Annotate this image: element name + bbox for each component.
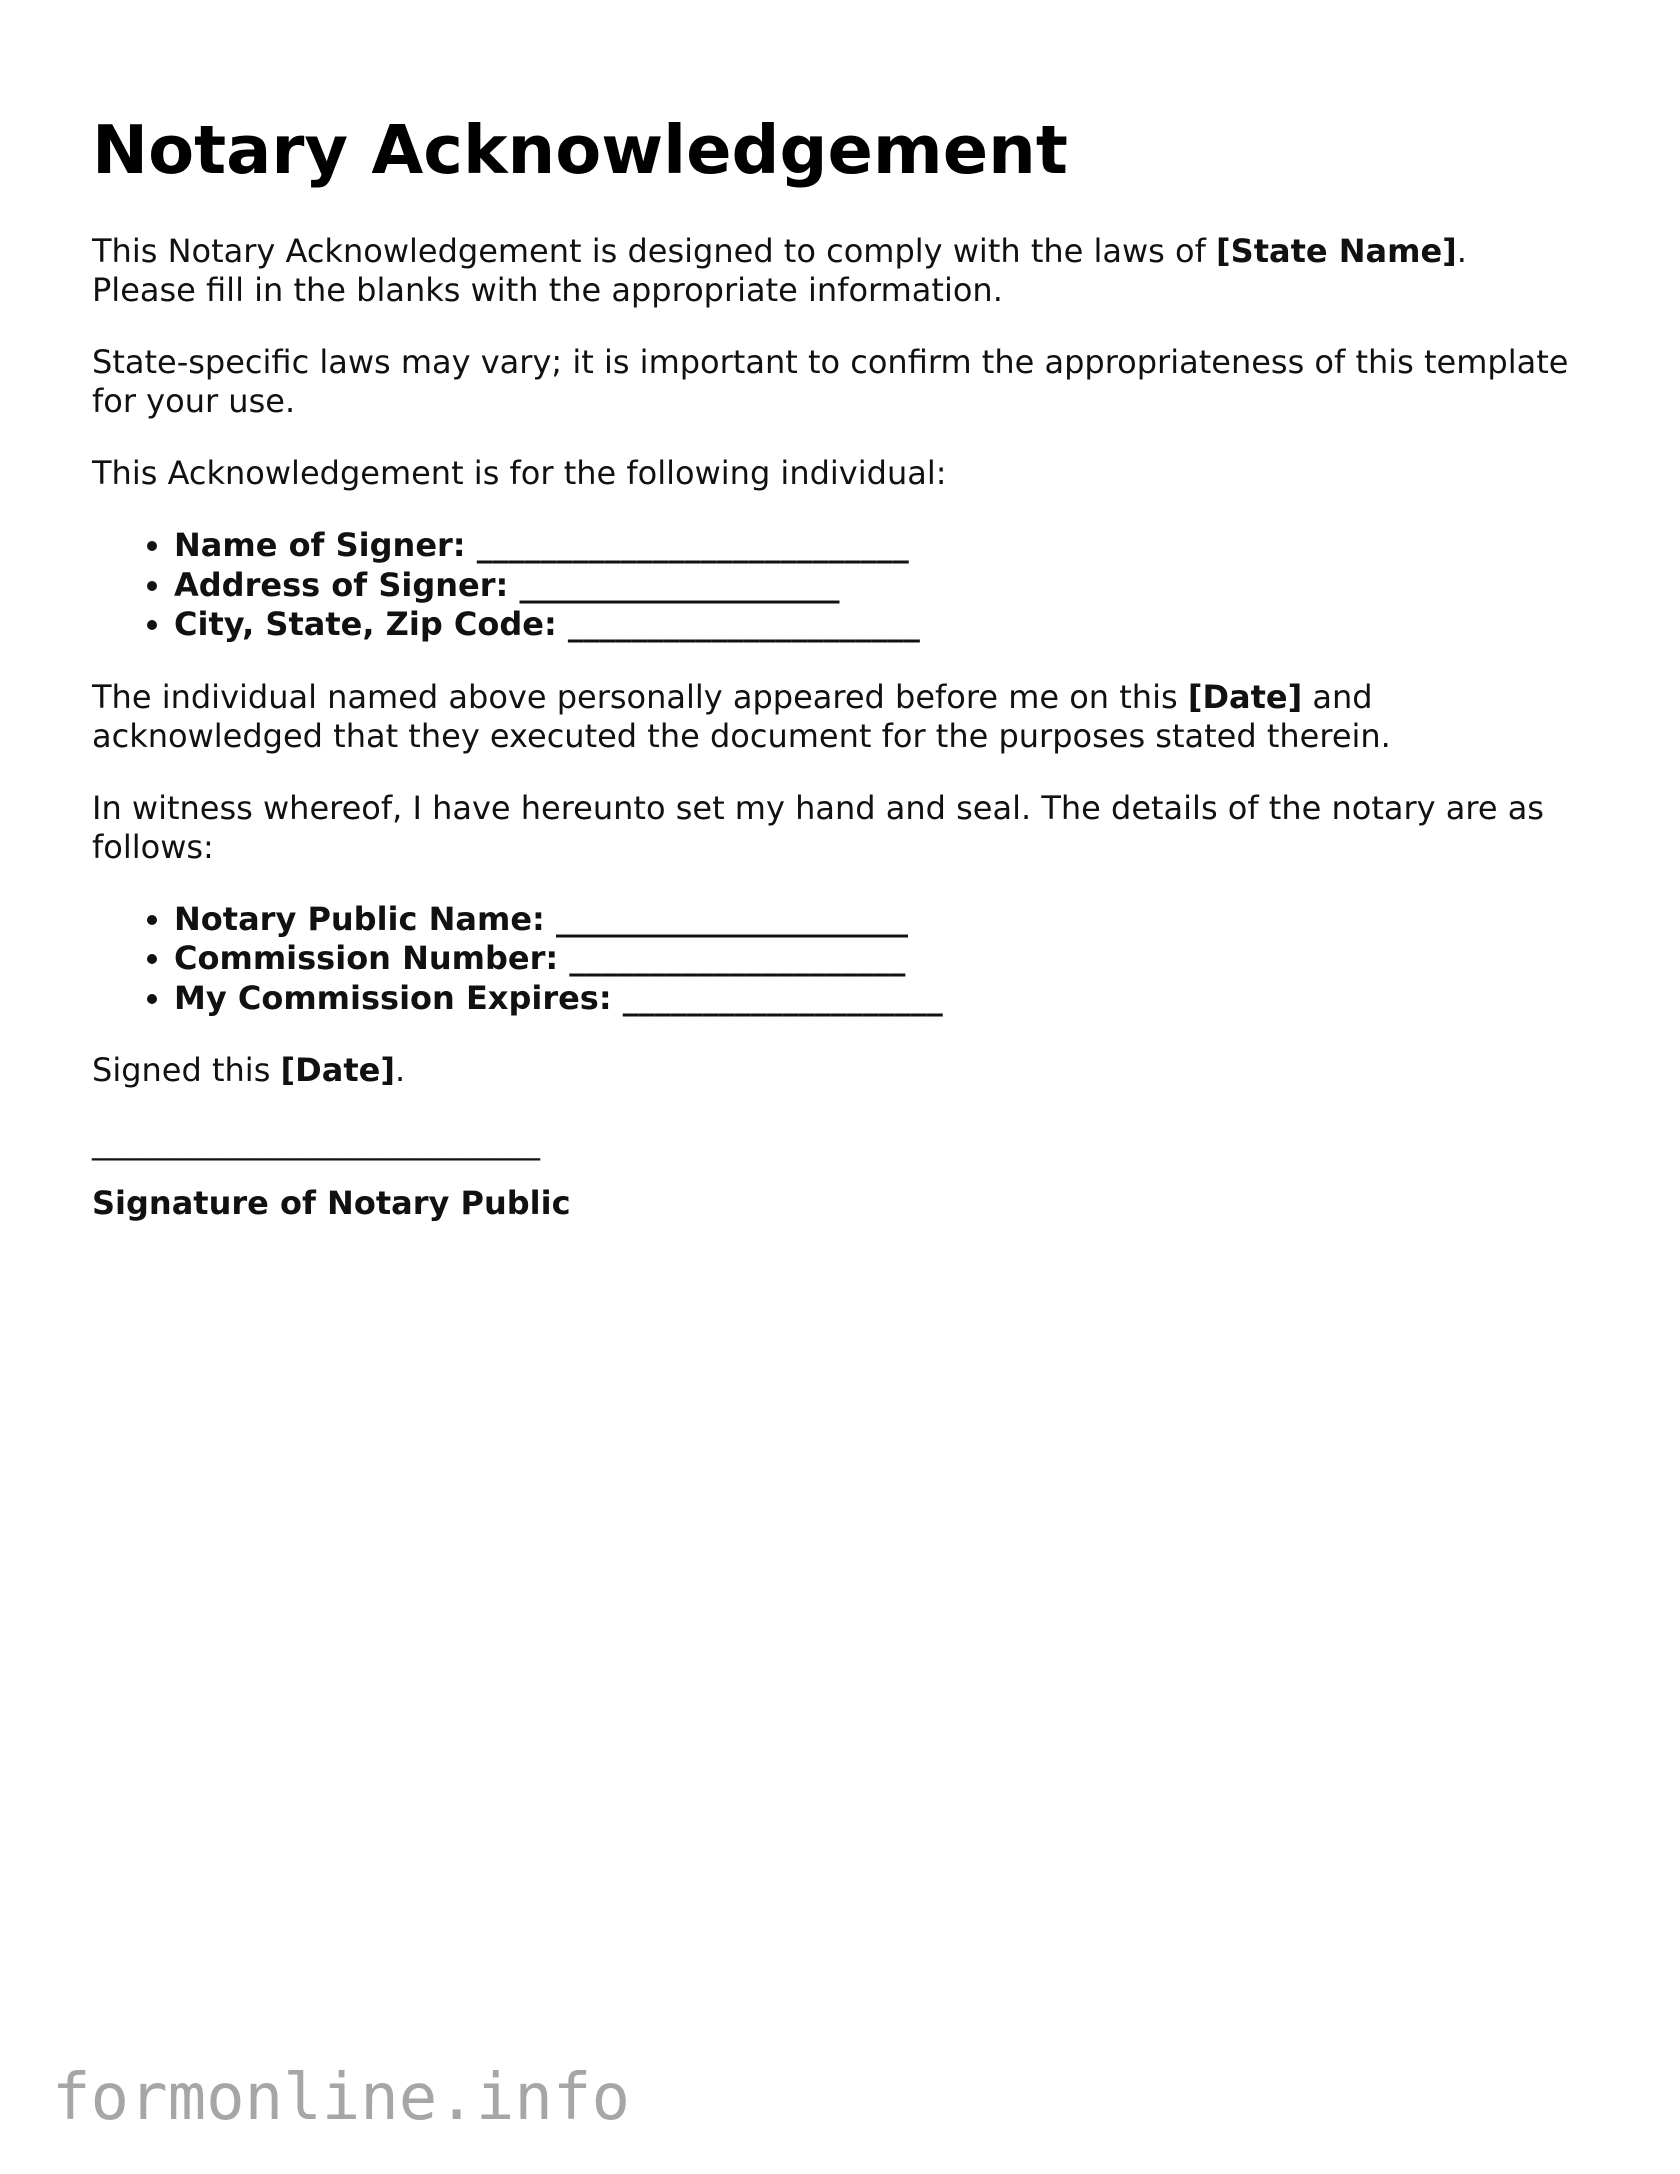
signed-date-placeholder: [Date] xyxy=(280,1051,395,1089)
intro-instruction: Please fill in the blanks with the appropriate information. xyxy=(92,271,1003,309)
signature-caption: Signature of Notary Public xyxy=(92,1184,571,1222)
intro-paragraph xyxy=(92,232,1612,310)
individual-intro: This Acknowledgement is for the following individual: xyxy=(92,454,947,492)
document-page xyxy=(92,110,1612,1223)
intro-period: . xyxy=(1456,232,1467,270)
signature-line[interactable]: ____________________________ xyxy=(92,1123,540,1161)
signer-name-field[interactable]: • Name of Signer: ___________________________ xyxy=(174,526,1612,566)
disclaimer-paragraph: State-specific laws may vary; it is important to confirm the appropriateness of this template for your use. xyxy=(92,343,1569,420)
watermark: formonline.info xyxy=(52,2061,630,2135)
document-title: Notary Acknowledgement xyxy=(92,111,1068,189)
notary-fields-list xyxy=(92,900,1612,1019)
commission-expires-field[interactable]: • My Commission Expires: ____________________ xyxy=(174,979,1612,1019)
notary-name-field[interactable]: • Notary Public Name: ______________________ xyxy=(174,900,1612,940)
signer-city-state-zip-field[interactable]: • City, State, Zip Code: ______________________ xyxy=(174,605,1612,645)
signed-date-line: Signed this [Date]. xyxy=(92,1051,406,1089)
appearance-paragraph: The individual named above personally appeared before me on this [Date] and acknowledged that they executed the document for the purposes stated therein. xyxy=(92,677,1391,755)
intro-text: This Notary Acknowledgement is designed to comply with the laws of xyxy=(92,232,1217,270)
commission-number-field[interactable]: • Commission Number: _____________________ xyxy=(174,939,1612,979)
witness-paragraph: In witness whereof, I have hereunto set my hand and seal. The details of the notary are as follows: xyxy=(92,788,1544,866)
signer-fields-list xyxy=(92,526,1612,645)
signer-address-field[interactable]: • Address of Signer: ____________________ xyxy=(174,566,1612,606)
date-placeholder: [Date] xyxy=(1187,677,1303,716)
state-name-placeholder: [State Name] xyxy=(1216,232,1457,270)
